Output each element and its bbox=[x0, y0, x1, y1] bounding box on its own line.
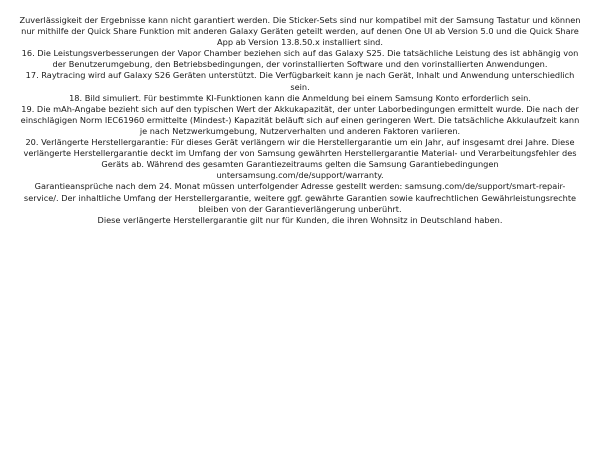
footnote-19-battery-capacity: 19. Die mAh-Angabe bezieht sich auf den typischen Wert der Akkukapazität, der unter Laborbedingungen ermittelt wurde. Die nach der einschlägigen Norm IEC61960 ermittelte (Mindest-) Kapazität beläuft sich auf einen geringeren Wert. Die tatsächliche Akkulaufzeit kann je nach Netzwerkumgebung, Nutzerverhalten und anderen Faktoren variieren. bbox=[20, 103, 580, 136]
footnote-16-vapor-chamber: 16. Die Leistungsverbesserungen der Vapor Chamber beziehen sich auf das Galaxy S25. Die tatsächliche Leistung des ist abhängig von der Benutzerumgebung, den Betriebsbedingungen, der vorinstallierten Software und den vorinstallierten Anwendungen. bbox=[21, 48, 579, 70]
footnote-17-raytracing: 17. Raytracing wird auf Galaxy S26 Geräten unterstützt. Die Verfügbarkeit kann je nach Gerät, Inhalt und Anwendung unterschiedlich sein. bbox=[25, 70, 575, 92]
footnote-sticker-compatibility: Zuverlässigkeit der Ergebnisse kann nicht garantiert werden. Die Sticker-Sets sind nur kompatibel mit der Samsung Tastatur und können nur mithilfe der Quick Share Funktion mit anderen Galaxy Geräten geteilt werden, auf denen One UI ab Version 5.0 und die Quick Share App ab Version 13.8.50.x installiert sind. bbox=[19, 15, 581, 48]
footnote-warranty-germany-only: Diese verlängerte Herstellergarantie gilt nur für Kunden, die ihren Wohnsitz in Deutschland haben. bbox=[97, 214, 503, 225]
footnotes-block bbox=[18, 15, 582, 226]
footnote-20-extended-warranty: 20. Verlängerte Herstellergarantie: Für dieses Gerät verlängern wir die Herstellergarantie um ein Jahr, auf insgesamt drei Jahre. Diese verlängerte Herstellergarantie deckt im Umfang der von Samsung gewährten Herstellergarantie Material- und Verarbeitungsfehler des Geräts ab. Während des gesamten Garantiezeitraums gelten die Samsung Garantiebedingungen untersamsung.com/de/support/warranty. bbox=[23, 137, 577, 181]
footnote-18-simulated-image: 18. Bild simuliert. Für bestimmte KI-Funktionen kann die Anmeldung bei einem Samsung Konto erforderlich sein. bbox=[69, 92, 531, 103]
footnote-warranty-claims: Garantieansprüche nach dem 24. Monat müssen unterfolgender Adresse gestellt werden: samsung.com/de/support/smart-repair-service/. Der inhaltliche Umfang der Herstellergarantie, weitere ggf. gewährte Garantien sowie kaufrechtlichen Gewährleistungsrechte bleiben von der Garantieverlängerung unberührt. bbox=[23, 181, 577, 214]
